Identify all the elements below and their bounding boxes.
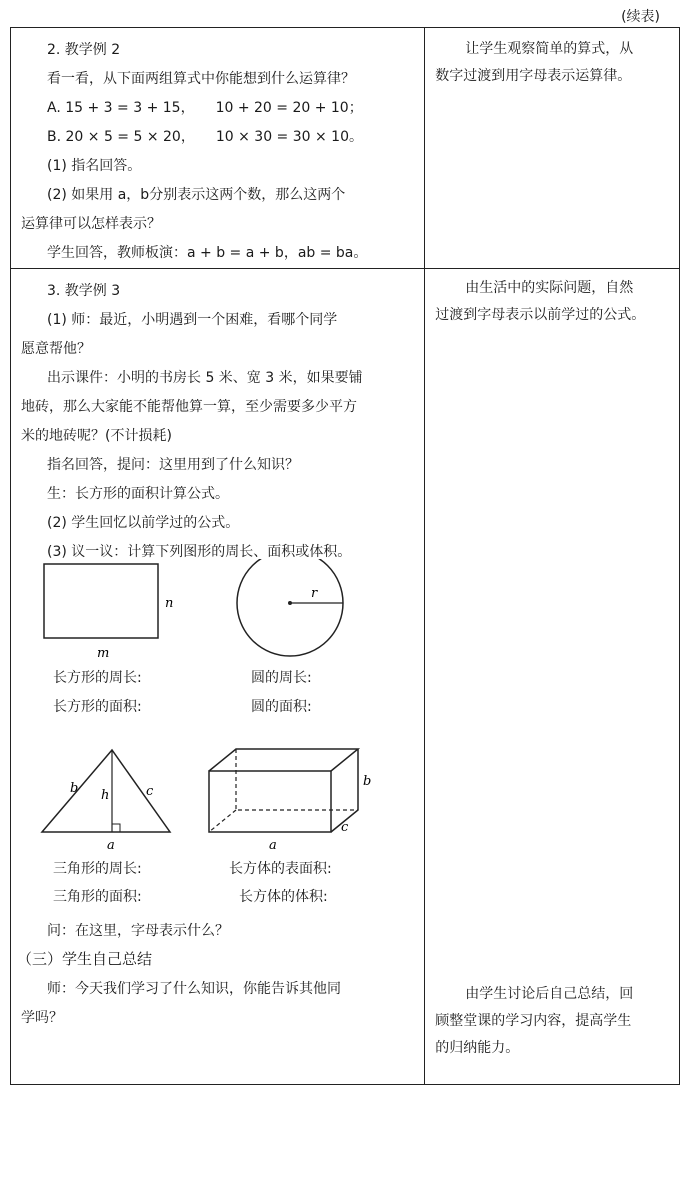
cuboid-front: [209, 771, 331, 832]
continued-label: (续表): [621, 9, 660, 25]
cuboid-hidden-edges: [236, 749, 358, 810]
tri-label-a: a: [107, 838, 115, 853]
circle-figure: [237, 559, 343, 656]
note-line: 数字过渡到用字母表示运算律。: [435, 68, 632, 84]
example2-line: (1) 指名回答。: [47, 158, 142, 174]
example2-notes-cell: [425, 28, 680, 269]
cuboid-hidden-edge: [209, 810, 236, 832]
table-row: [11, 28, 680, 269]
circle-label-r: r: [311, 586, 318, 601]
note-line: 过渡到字母表示以前学过的公式。: [435, 307, 646, 323]
note-line: 由生活中的实际问题，自然: [465, 280, 634, 296]
tri-label-b: b: [70, 781, 79, 796]
example2-cell: [11, 28, 425, 269]
example3-line: 生：长方形的面积计算公式。: [47, 486, 229, 502]
note-line: 顾整堂课的学习内容，提高学生: [435, 1013, 632, 1029]
tri-perimeter-label: 三角形的周长:: [53, 861, 142, 877]
rect-perimeter-label: 长方形的周长:: [53, 670, 142, 686]
example3-notes-cell: [425, 269, 680, 1085]
example2-line: 学生回答，教师板演：a + b = a + b，ab = ba。: [47, 245, 368, 261]
example3-title: 3. 教学例 3: [47, 283, 121, 299]
box-label-c: c: [341, 820, 349, 835]
example3-line: (3) 议一议：计算下列图形的周长、面积或体积。: [47, 544, 352, 560]
note-line: 让学生观察简单的算式，从: [465, 41, 634, 57]
tri-label-c: c: [146, 784, 154, 799]
example3-line: 指名回答，提问：这里用到了什么知识？: [47, 457, 299, 473]
rect-label-n: n: [165, 596, 174, 611]
lesson-table: [10, 27, 680, 1085]
example2-line: (2) 如果用 a，b分别表示这两个数，那么这两个: [47, 187, 346, 203]
example3-cell: [11, 269, 425, 1085]
right-angle-mark: [112, 824, 120, 832]
example2-title: 2. 教学例 2: [47, 42, 121, 58]
cuboid-top-back: [209, 749, 358, 771]
rect-label-m: m: [97, 646, 110, 661]
circle-area-label: 圆的面积:: [251, 699, 312, 715]
example2-line: 看一看，从下面两组算式中你能想到什么运算律？: [47, 71, 355, 87]
box-label-b: b: [363, 774, 372, 789]
tri-area-label: 三角形的面积:: [53, 889, 142, 905]
box-surface-label: 长方体的表面积:: [229, 861, 332, 877]
section-title: （三）学生自己总结: [17, 950, 153, 968]
tri-label-h: h: [101, 788, 110, 803]
table-row: [11, 269, 680, 1085]
note-line: 的归纳能力。: [435, 1040, 520, 1056]
note-line: 由学生讨论后自己总结，回: [465, 986, 634, 1002]
example3-line: (2) 学生回忆以前学过的公式。: [47, 515, 240, 531]
example3-line: 出示课件：小明的书房长 5 米、宽 3 米，如果要铺: [47, 370, 363, 386]
circle-perimeter-label: 圆的周长:: [251, 670, 312, 686]
box-label-a: a: [269, 838, 277, 853]
example2-line: 运算律可以怎样表示？: [21, 216, 161, 232]
example3-line: 地砖，那么大家能不能帮他算一算，至少需要多少平方: [21, 399, 357, 415]
circle-center: [288, 601, 292, 605]
example3-line: 米的地砖呢？(不计损耗): [21, 428, 172, 444]
question-line: 问：在这里，字母表示什么？: [47, 923, 229, 939]
example2-line: A. 15 + 3 = 3 + 15， 10 + 20 = 20 + 10；: [47, 100, 363, 116]
example3-line: (1) 师：最近，小明遇到一个困难，看哪个同学: [47, 312, 338, 328]
summary-line: 师：今天我们学习了什么知识，你能告诉其他同: [47, 981, 341, 997]
example2-line: B. 20 × 5 = 5 × 20， 10 × 30 = 30 × 10。: [47, 129, 363, 145]
summary-line: 学吗？: [21, 1010, 63, 1026]
example3-line: 愿意帮他？: [21, 341, 91, 357]
box-volume-label: 长方体的体积:: [239, 889, 328, 905]
rectangle-figure: [44, 564, 158, 638]
rect-area-label: 长方形的面积:: [53, 699, 142, 715]
